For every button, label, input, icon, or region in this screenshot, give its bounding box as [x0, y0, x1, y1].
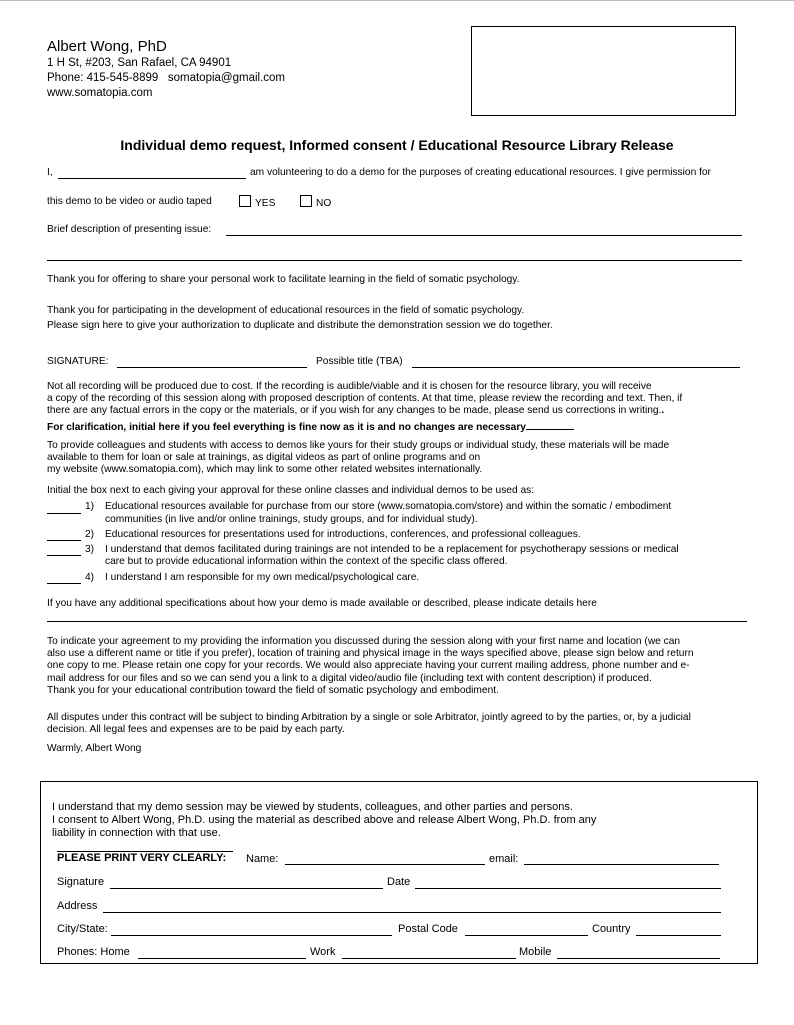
no-label: NO [316, 198, 332, 209]
date-label: Date [387, 876, 411, 888]
approval-2-line-1: Educational resources for presentations used for introductions, conferences, and professional colleagues. [105, 529, 581, 540]
author-phone [47, 72, 285, 84]
signature-field[interactable] [117, 366, 307, 368]
author-name: Albert Wong, PhD [47, 38, 167, 55]
clarification-text: For clarification, initial here if you feel everything is fine now as it is and no changes are necessary [47, 422, 526, 433]
country-label: Country [592, 923, 631, 935]
phones-home-label: Phones: Home [57, 946, 130, 958]
approval-1-line-2: communities (in live and/or online trainings, study groups, and for individual study). [105, 514, 478, 525]
name-label: Name: [246, 853, 279, 865]
approval-2-initial-field[interactable] [47, 539, 81, 541]
name-field[interactable] [285, 863, 485, 865]
clarification-initial-field[interactable] [526, 418, 574, 430]
signature-field-2[interactable] [110, 887, 383, 889]
access-line-2: available to them for loan or sale at trainings, as digital videos as part of online programs and on [47, 452, 481, 463]
brief-label: Brief description of presenting issue: [47, 224, 212, 235]
access-line-1: To provide colleagues and students with access to demos like yours for their study groups or individual study, these materials will be made [47, 440, 670, 451]
clarification-line [47, 418, 574, 435]
approval-2-num: 2) [85, 529, 95, 540]
approval-1-initial-field[interactable] [47, 512, 81, 514]
initial-intro: Initial the box next to each giving your approval for these online classes and individual demos to be used as: [47, 485, 535, 496]
postal-label: Postal Code [398, 923, 458, 935]
signature-label-2: Signature [57, 876, 105, 888]
recording-line-3-period: . [661, 405, 665, 416]
access-line-3: my website (www.somatopia.com), which may link to some other related websites internationally. [47, 464, 483, 475]
additional-specs-field[interactable] [47, 620, 747, 622]
address-field[interactable] [103, 911, 721, 913]
approval-4-line-1: I understand I am responsible for my own medical/psychological care. [105, 572, 420, 583]
recording-line-3 [47, 405, 664, 418]
consent-line-1: I understand that my demo session may be viewed by students, colleagues, and other parties and persons. [52, 801, 573, 813]
consent-line-3: liability in connection with that use. [52, 827, 221, 839]
disputes-line-2: decision. All legal fees and expenses are to be paid by each party. [47, 724, 345, 735]
taped-text: this demo to be video or audio taped [47, 196, 212, 207]
closing: Warmly, Albert Wong [47, 743, 142, 754]
recording-line-2: a copy of the recording of this session along with proposed description of contents. At that time, please review the recording and text. Then, if [47, 393, 683, 404]
possible-title-label: Possible title (TBA) [316, 356, 403, 367]
agreement-line-3: one copy to me. Please retain one copy for your records. We would also appreciate having your current mailing address, phone number and e- [47, 660, 690, 671]
email-label: email: [489, 853, 519, 865]
brief-description-field[interactable] [226, 234, 742, 236]
approval-3-line-2: care but to provide educational information within the context of the specific class offered. [105, 556, 508, 567]
approval-4-initial-field[interactable] [47, 582, 81, 584]
city-field[interactable] [111, 934, 392, 936]
date-field[interactable] [415, 887, 721, 889]
approval-1-num: 1) [85, 501, 95, 512]
document-title: Individual demo request, Informed consent / Educational Resource Library Release [120, 137, 674, 153]
possible-title-field[interactable] [412, 366, 740, 368]
additional-specs: If you have any additional specifications about how your demo is made available or described, please indicate details here [47, 598, 597, 609]
phone-text: Phone: 415-545-8899 [47, 72, 159, 84]
brief-description-field-2[interactable] [47, 259, 742, 261]
home-phone-field[interactable] [138, 957, 306, 959]
disputes-line-1: All disputes under this contract will be subject to binding Arbitration by a single or sole Arbitrator, jointly agreed to by the parties, or, by a judicial [47, 712, 691, 723]
postal-field[interactable] [465, 934, 588, 936]
print-clearly-overline [57, 850, 233, 852]
approval-3-initial-field[interactable] [47, 554, 81, 556]
agreement-line-2: also use a different name or title if you prefer), location of training and physical image in the ways specified above, please sign below and return [47, 648, 694, 659]
recording-line-1: Not all recording will be produced due to cost. If the recording is audible/viable and it is chosen for the resource library, you will receive [47, 381, 652, 392]
agreement-line-1: To indicate your agreement to my providing the information you discussed during the session along with your first name and location (we can [47, 636, 681, 647]
work-phone-field[interactable] [342, 957, 516, 959]
consent-line-2: I consent to Albert Wong, Ph.D. using the material as described above and release Albert Wong, Ph.D. from any [52, 814, 597, 826]
volunteer-text: am volunteering to do a demo for the purposes of creating educational resources. I give permission for [250, 167, 711, 178]
mobile-label: Mobile [519, 946, 552, 958]
thanks-offering: Thank you for offering to share your personal work to facilitate learning in the field of somatic psychology. [47, 274, 520, 285]
work-label: Work [310, 946, 336, 958]
recording-line-3-text: there are any factual errors in the copy or the materials, or if you wish for any changes to be made, please send us corrections in writing. [47, 405, 662, 416]
address-label: Address [57, 900, 98, 912]
agreement-line-5: Thank you for your educational contribution toward the field of somatic psychology and embodiment. [47, 685, 499, 696]
approval-3-line-1: I understand that demos facilitated during trainings are not intended to be a replacement for psychotherapy sessions or medical [105, 544, 679, 555]
mobile-phone-field[interactable] [557, 957, 720, 959]
thanks-participating: Thank you for participating in the development of educational resources in the field of somatic psychology. [47, 305, 525, 316]
author-address: 1 H St, #203, San Rafael, CA 94901 [47, 57, 232, 69]
email-link[interactable]: somatopia@gmail.com [167, 72, 285, 84]
signature-label: SIGNATURE: [47, 356, 109, 367]
sign-authorization: Please sign here to give your authorization to duplicate and distribute the demonstration session we do together. [47, 320, 553, 331]
page-top-edge [0, 0, 794, 1]
email-field[interactable] [524, 863, 719, 865]
agreement-line-4: mail address for our files and so we can send you a link to a digital video/audio file (including text with content description) if produced. [47, 673, 652, 684]
city-label: City/State: [57, 923, 108, 935]
country-field[interactable] [636, 934, 721, 936]
yes-label: YES [255, 198, 276, 209]
approval-1-line-1: Educational resources available for purchase from our store (www.somatopia.com/store) and within the somatic / embodiment [105, 501, 672, 512]
website-link[interactable]: www.somatopia.com [47, 87, 153, 99]
volunteer-name-field[interactable] [58, 177, 246, 179]
no-checkbox[interactable] [300, 195, 312, 207]
approval-3-num: 3) [85, 544, 95, 555]
no-option[interactable] [300, 195, 331, 211]
stamp-box [471, 26, 736, 116]
yes-option[interactable] [239, 195, 275, 211]
i-prefix: I, [47, 167, 53, 178]
approval-4-num: 4) [85, 572, 95, 583]
yes-checkbox[interactable] [239, 195, 251, 207]
print-clearly-label: PLEASE PRINT VERY CLEARLY: [57, 852, 227, 864]
